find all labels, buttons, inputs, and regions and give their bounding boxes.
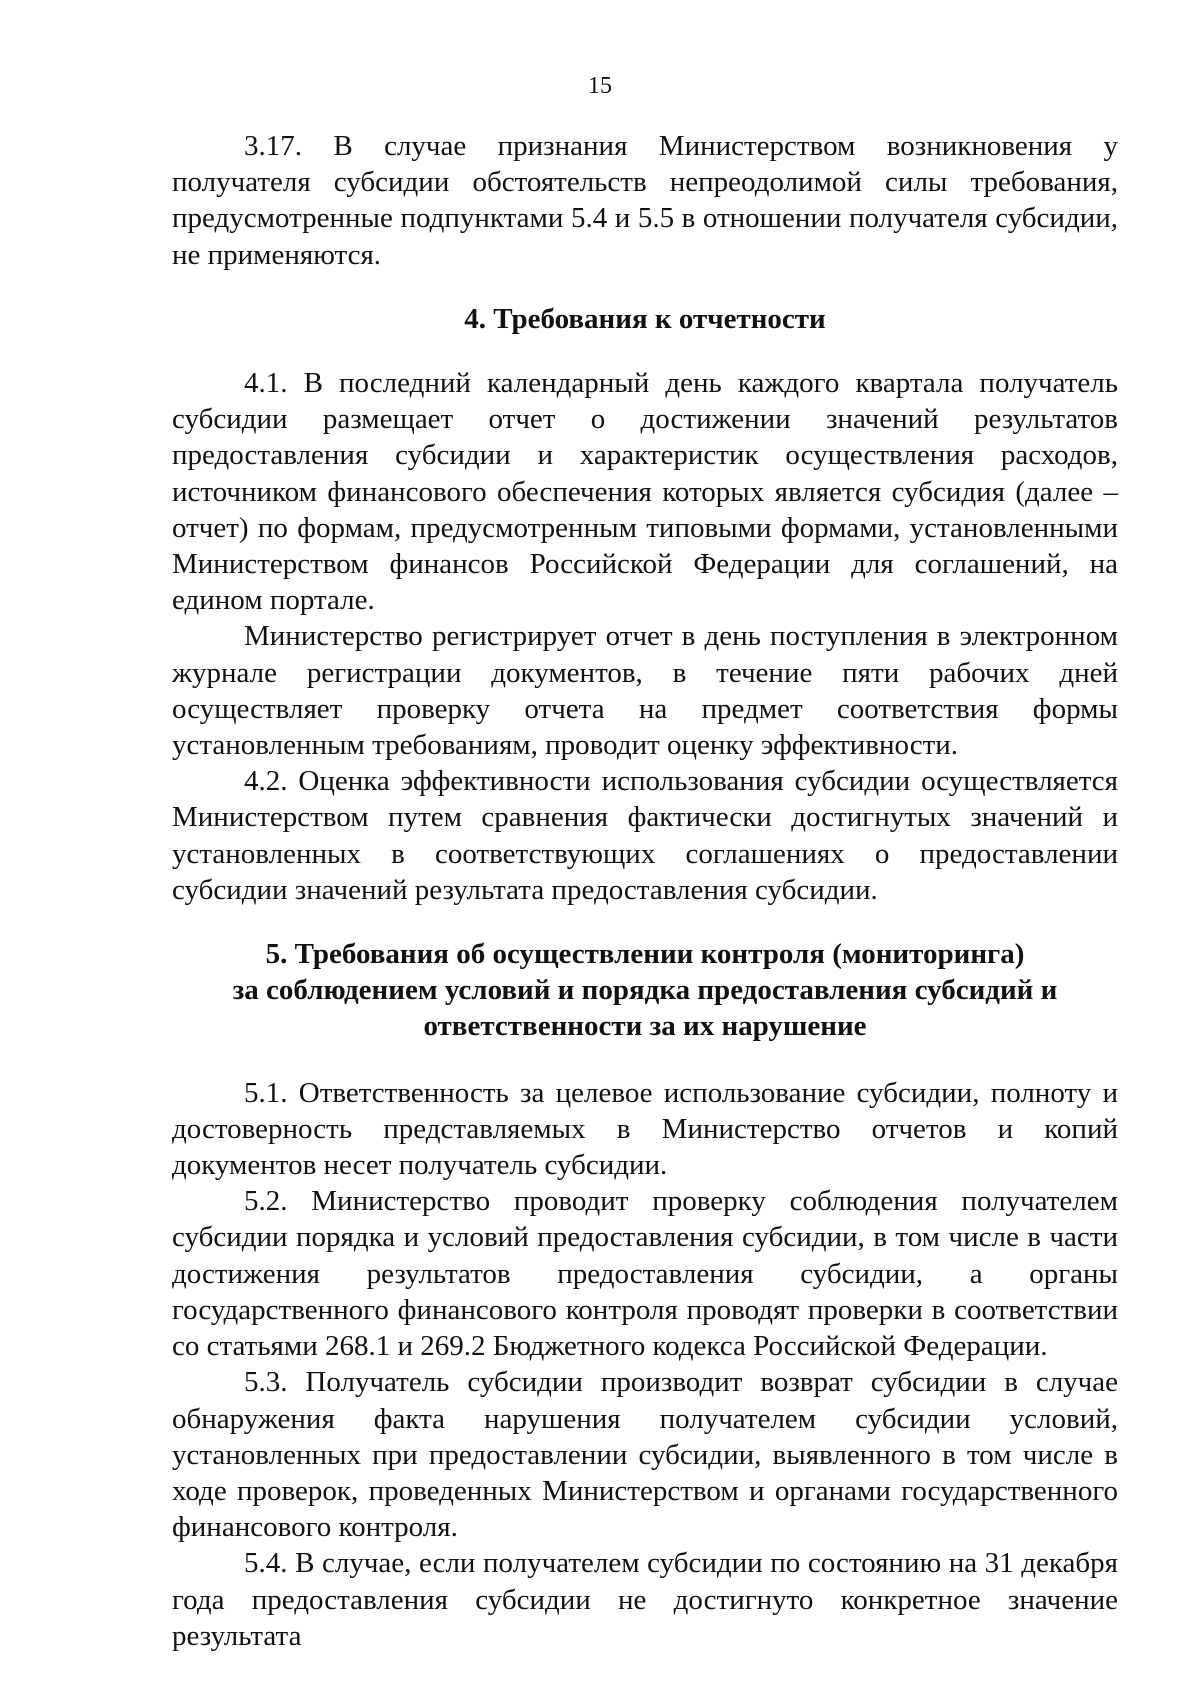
page-number: 15 [588, 73, 612, 99]
section-heading-5-line-3: ответственности за их нарушение [423, 1010, 867, 1043]
section-heading-5 [172, 936, 1118, 1045]
paragraph-5-2: 5.2. Министерство проводит проверку соблюдения получателем субсидии порядка и условий предоставления субсидии, в том числе в части достижения результатов предоставления субсидии, а органы государственного финансового контроля проводят проверки в соответствии со статьями 268.1 и 269.2 Бюджетного кодекса Российской Федерации. [172, 1185, 1118, 1363]
paragraph-4-1-continued: Министерство регистрирует отчет в день поступления в электронном журнале регистрации документов, в течение пяти рабочих дней осуществляет проверку отчета на предмет соответствия формы установленным требованиям, проводит оценку эффективности. [172, 620, 1118, 762]
section-heading-4: 4. Требования к отчетности [464, 302, 826, 335]
paragraph-5-1: 5.1. Ответственность за целевое использование субсидии, полноту и достоверность представляемых в Министерство отчетов и копий документов несет получатель субсидии. [172, 1076, 1118, 1182]
paragraph-5-3: 5.3. Получатель субсидии производит возврат субсидии в случае обнаружения факта нарушения получателем субсидии условий, установленных при предоставлении субсидии, выявленного в том числе в ходе проверок, проведенных Министерством и органами государственного финансового контроля. [172, 1366, 1118, 1544]
section-heading-5-line-1: 5. Требования об осуществлении контроля (мониторинга) [265, 938, 1025, 971]
section-heading-5-line-2: за соблюдением условий и порядка предоставления субсидий и [232, 974, 1058, 1007]
paragraph-3-17: 3.17. В случае признания Министерством возникновения у получателя субсидии обстоятельств непреодолимой силы требования, предусмотренные подпунктами 5.4 и 5.5 в отношении получателя субсидии, не применяются. [172, 130, 1118, 271]
paragraph-4-2: 4.2. Оценка эффективности использования субсидии осуществляется Министерством путем сравнения фактически достигнутых значений и установленных в соответствующих соглашениях о предоставлении субсидии значений результата предоставления субсидии. [172, 765, 1118, 906]
paragraph-4-1: 4.1. В последний календарный день каждого квартала получатель субсидии размещает отчет о достижении значений результатов предоставления субсидии и характеристик осуществления расходов, источником финансового обеспечения которых является субсидия (далее – отчет) по формам, предусмотренным типовыми формами, установленными Министерством финансов Российской Федерации для соглашений, на едином портале. [172, 367, 1118, 617]
document-body [172, 128, 1118, 1654]
paragraph-5-4: 5.4. В случае, если получателем субсидии по состоянию на 31 декабря года предоставления субсидии не достигнуто конкретное значение результата [172, 1547, 1118, 1652]
